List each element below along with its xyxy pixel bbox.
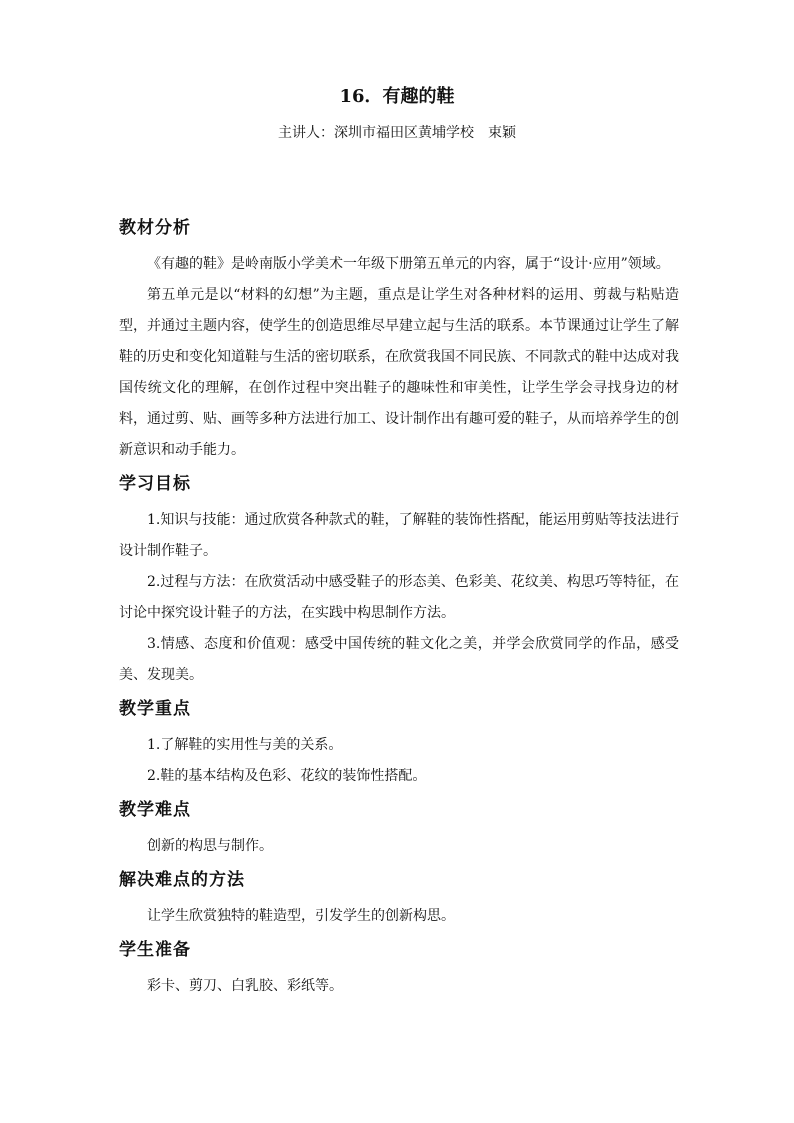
paragraph: 1.了解鞋的实用性与美的关系。 <box>147 737 343 753</box>
paragraph: 《有趣的鞋》是岭南版小学美术一年级下册第五单元的内容，属于“设计·应用”领域。 <box>147 256 670 272</box>
section-heading: 学生准备 <box>119 940 191 960</box>
paragraph: 创新的构思与制作。 <box>147 838 273 854</box>
section-heading: 教学重点 <box>119 699 191 719</box>
section-textbook-analysis <box>119 216 679 466</box>
paragraph: 彩卡、剪刀、白乳胶、彩纸等。 <box>147 978 343 994</box>
section-teaching-focus <box>119 697 679 792</box>
section-teaching-difficulty <box>119 798 679 862</box>
section-heading: 解决难点的方法 <box>119 870 245 890</box>
document-author: 主讲人：深圳市福田区黄埔学校 束颖 <box>278 125 516 141</box>
section-difficulty-solution <box>119 868 679 932</box>
paragraph: 第五单元是以“材料的幻想”为主题，重点是让学生对各种材料的运用、剪裁与粘贴造型，并通过主题内容，使学生的创造思维尽早建立起与生活的联系。本节课通过让学生了解鞋的历史和变化知道鞋与生活的密切联系，在欣赏我国不同民族、不同款式的鞋中达成对我国传统文化的理解，在创作过程中突出鞋子的趣味性和审美性，让学生学会寻找身边的材料，通过剪、贴、画等多种方法进行加工、设计制作出有趣可爱的鞋子，从而培养学生的创新意识和动手能力。 <box>119 287 679 458</box>
paragraph: 让学生欣赏独特的鞋造型，引发学生的创新构思。 <box>147 908 455 924</box>
document-title: 16．有趣的鞋 <box>339 86 455 107</box>
paragraph: 3.情感、态度和价值观：感受中国传统的鞋文化之美，并学会欣赏同学的作品，感受美、发现美。 <box>119 636 679 683</box>
document-body <box>119 216 679 1002</box>
paragraph: 2.鞋的基本结构及色彩、花纹的装饰性搭配。 <box>147 768 427 784</box>
paragraph: 2.过程与方法：在欣赏活动中感受鞋子的形态美、色彩美、花纹美、构思巧等特征，在讨论中探究设计鞋子的方法，在实践中构思制作方法。 <box>119 574 679 621</box>
section-student-preparation <box>119 938 679 1002</box>
section-learning-objectives <box>119 472 679 691</box>
paragraph: 1.知识与技能：通过欣赏各种款式的鞋，了解鞋的装饰性搭配，能运用剪贴等技法进行设计制作鞋子。 <box>119 512 679 559</box>
section-heading: 教材分析 <box>119 218 191 238</box>
section-heading: 教学难点 <box>119 800 191 820</box>
section-heading: 学习目标 <box>119 474 191 494</box>
